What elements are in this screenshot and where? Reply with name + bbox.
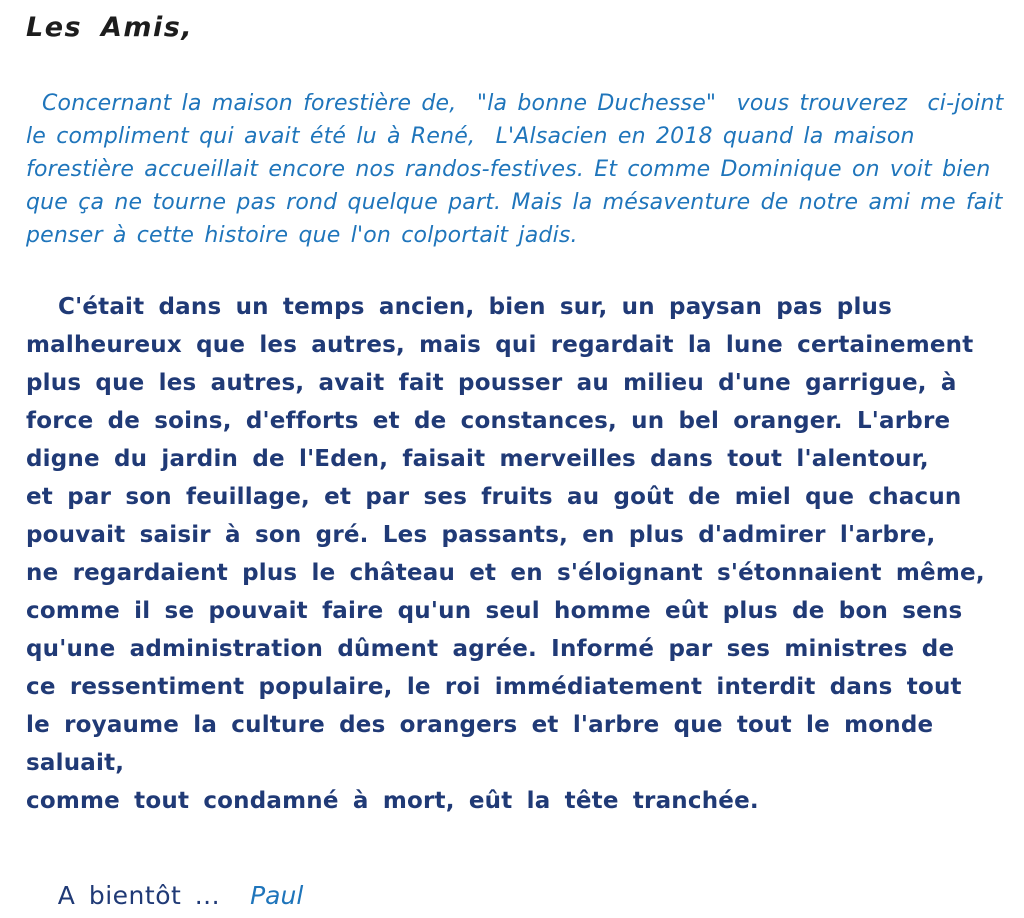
text-line: pouvait saisir à son gré. Les passants, en plus d'admirer l'arbre, (26, 522, 936, 548)
story-paragraph (26, 288, 1000, 820)
text-line: comme tout condamné à mort, eût la tête tranchée. (26, 788, 759, 814)
text-line: plus que les autres, avait fait pousser au milieu d'une garrigue, à (26, 370, 957, 396)
signature-text: Paul (250, 881, 304, 910)
text-line: que ça ne tourne pas rond quelque part. Mais la mésaventure de notre ami me fait (26, 190, 1003, 215)
intro-paragraph (26, 87, 1004, 252)
text-line: penser à cette histoire que l'on colportait jadis. (26, 223, 578, 248)
text-line: le royaume la culture des orangers et l'arbre que tout le monde (26, 712, 934, 738)
letter-greeting: Les Amis, (26, 12, 194, 43)
text-line: force de soins, d'efforts et de constances, un bel oranger. L'arbre (26, 408, 951, 434)
text-line: Concernant la maison forestière de, "la bonne Duchesse" vous trouverez ci-joint (42, 91, 1004, 116)
text-line: malheureux que les autres, mais qui regardait la lune certainement (26, 332, 974, 358)
text-line: ce ressentiment populaire, le roi immédiatement interdit dans tout (26, 674, 962, 700)
text-line: qu'une administration dûment agrée. Informé par ses ministres de (26, 636, 955, 662)
text-line: C'était dans un temps ancien, bien sur, un paysan pas plus (58, 294, 892, 320)
text-line: saluait, (26, 750, 125, 776)
text-line: forestière accueillait encore nos randos-festives. Et comme Dominique on voit bien (26, 157, 991, 182)
text-line: et par son feuillage, et par ses fruits au goût de miel que chacun (26, 484, 962, 510)
closing-line (26, 852, 1000, 918)
text-line: comme il se pouvait faire qu'un seul homme eût plus de bon sens (26, 598, 963, 624)
text-line: ne regardaient plus le château et en s'éloignant s'étonnaient même, (26, 560, 985, 586)
text-line: digne du jardin de l'Eden, faisait merveilles dans tout l'alentour, (26, 446, 929, 472)
text-line: le compliment qui avait été lu à René, L'Alsacien en 2018 quand la maison (26, 124, 915, 149)
farewell-text: A bientôt ... (57, 881, 221, 910)
